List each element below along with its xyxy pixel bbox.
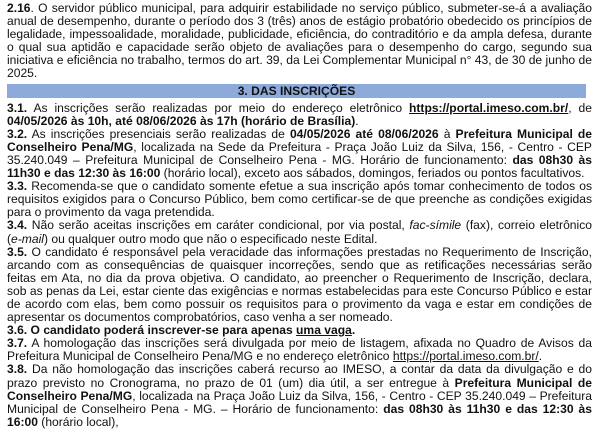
paragraph-2-16: 2.16. O servidor público municipal, para adquirir estabilidade no serviço público, submeter-se-á a avaliação anual de desempenho, durante o período dos 3 (três) anos de estágio probatório obedecido os princípios de legalidade, impessoalidade, moralidade, publicidade, eficiência, do contraditório e da ampla defesa, durante o qual sua aptidão e capacidade serão objeto de avaliações para o desempenho do cargo, segundo sua iniciativa e eficiência no trabalho, termos do art. 39, da Lei Complementar Municipal n° 43, de 30 de junho de 2025.	[7, 1, 592, 81]
section-header-inscricoes: 3. DAS INSCRIÇÕES	[7, 84, 586, 98]
paragraph-3-1: 3.1. As inscrições serão realizadas por meio do endereço eletrônico https://portal.imeso.com.br/, de 04/05/2026 às 10h, até 08/06/2026 às 17h (horário de Brasília).	[7, 100, 592, 128]
portal-link[interactable]: https://portal.imeso.com.br/	[392, 349, 539, 364]
clause-number: 3.4.	[7, 218, 28, 233]
clause-number: 3.7.	[7, 336, 28, 351]
paragraph-3-4: 3.4. Não serão aceitas inscrições em caráter condicional, por via postal, fac-símile (fax), correio eletrônico (e-mail) ou qualquer outro modo que não o especificado neste Edital.	[7, 218, 592, 246]
portal-link[interactable]: https://portal.imeso.com.br/	[409, 100, 569, 115]
clause-number: 2.16	[7, 1, 31, 15]
clause-number: 3.3.	[7, 179, 28, 194]
clause-number: 3.2.	[7, 126, 28, 141]
paragraph-3-2: 3.2. As inscrições presenciais serão realizadas de 04/05/2026 até 08/06/2026 à Prefeitura Municipal de Conselheiro Pena/MG, localizada na Sede da Prefeitura - Praça João Luiz da Silva, 156, - Centro - CEP 35.240.049 – Prefeitura Municipal de Conselheiro Pena - MG. Horário de funcionamento: das 08h30 às 11h30 e das 12:30 às 16:00 (horário local), exceto aos sábados, domingos, feriados ou pontos facultativos.	[7, 126, 593, 181]
paragraph-3-5: 3.5. O candidato é responsável pela veracidade das informações prestadas no Requerimento de Inscrição, arcando com as consequências de quaisquer incorreções, sendo que as retificações necessárias serão feitas em Ata, no dia da prova objetiva. O candidato, ao preencher o Requerimento de Inscrição, declara, sob as penas da Lei, estar ciente das exigências e normas estabelecidas para este Concurso Público e estar de acordo com elas, bem como possuir os requisitos para o provimento da vaga e estar em condições de apresentar os documentos comprobatórios, caso venha a ser nomeado.	[7, 244, 592, 325]
clause-number: 3.1.	[7, 100, 28, 115]
paragraph-3-7: 3.7. A homologação das inscrições será divulgada por meio de listagem, afixada no Quadro de Avisos da Prefeitura Municipal de Conselheiro Pena/MG e no endereço eletrônico https://portal.imeso.com.br/.	[7, 336, 592, 364]
paragraph-3-8: 3.8. Da não homologação das inscrições caberá recurso ao IMESO, a contar da data da divulgação e do prazo previsto no Cronograma, no prazo de 01 (um) dia útil, a ser entregue à Prefeitura Municipal de Conselheiro Pena/MG, localizada na Praça João Luiz da Silva, 156, - Centro - CEP 35.240.049 – Prefeitura Municipal de Conselheiro Pena - MG. – Horário de funcionamento: das 08h30 às 11h30 e das 12:30 às 16:00 (horário local),	[7, 362, 592, 429]
clause-number: 3.6.	[7, 323, 28, 338]
clause-number: 3.5.	[7, 244, 28, 259]
clause-number: 3.8.	[7, 362, 28, 377]
paragraph-3-3: 3.3. Recomenda-se que o candidato somente efetue a sua inscrição após tomar conhecimento de todos os requisitos exigidos para o Concurso Público, bem como certificar-se de que preenche as condições exigidas para o provimento da vaga pretendida.	[7, 179, 592, 220]
paragraph-3-6: 3.6. O candidato poderá inscrever-se para apenas uma vaga.	[7, 323, 356, 338]
